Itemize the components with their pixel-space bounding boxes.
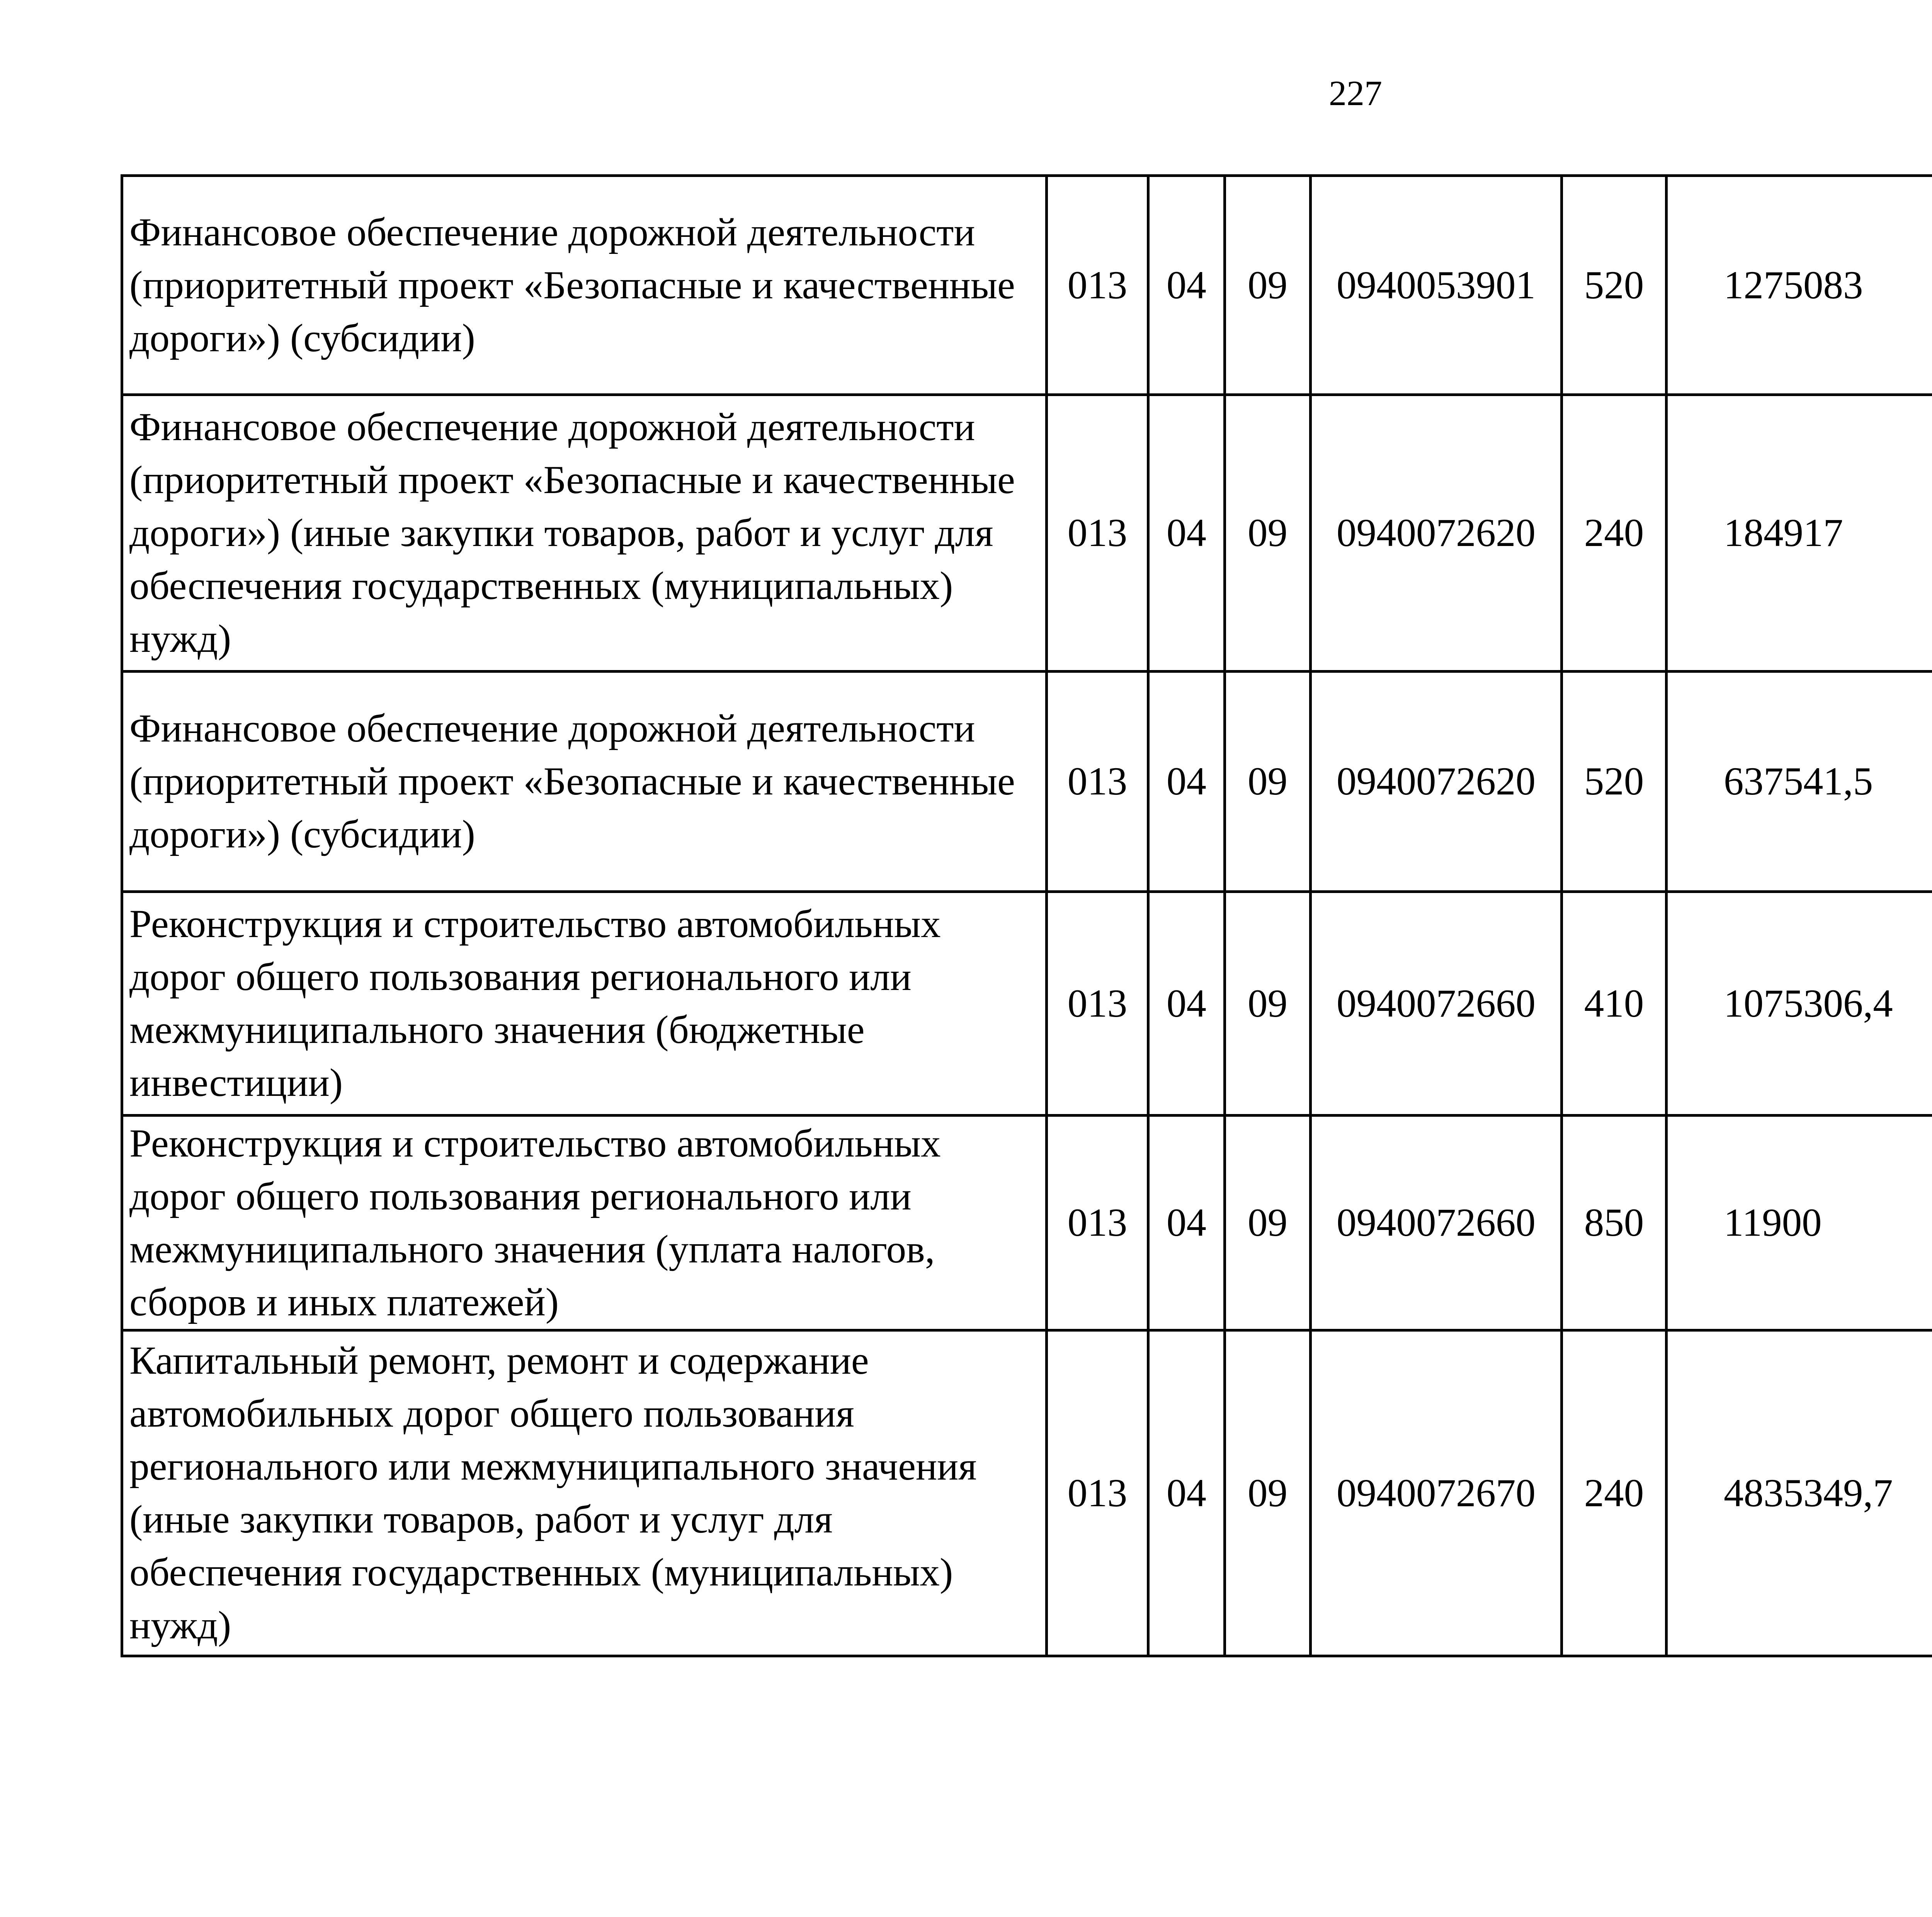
row-description: Финансовое обеспечение дорожной деятельности (приоритетный проект «Безопасные и качественные дороги») (субсидии) [122, 176, 1047, 395]
target-article-code: 0940072660 [1311, 1116, 1562, 1330]
expense-type-code: 410 [1562, 892, 1667, 1116]
amount-year-1: 1275083 [1667, 176, 1932, 395]
section-code: 04 [1148, 672, 1225, 892]
expense-type-code: 240 [1562, 395, 1667, 672]
target-article-code: 0940072670 [1311, 1330, 1562, 1656]
admin-code: 013 [1047, 1116, 1148, 1330]
row-description: Реконструкция и строительство автомобильных дорог общего пользования регионального или межмуниципального значения (бюджетные инвестиции) [122, 892, 1047, 1116]
section-code: 04 [1148, 892, 1225, 1116]
expense-type-code: 520 [1562, 672, 1667, 892]
subsection-code: 09 [1225, 1330, 1311, 1656]
row-description: Капитальный ремонт, ремонт и содержание автомобильных дорог общего пользования регионального или межмуниципального значения (иные закупки товаров, работ и услуг для обеспечения государственных (муниципальных) нужд) [122, 1330, 1047, 1656]
target-article-code: 0940072620 [1311, 672, 1562, 892]
expense-type-code: 240 [1562, 1330, 1667, 1656]
row-description: Финансовое обеспечение дорожной деятельности (приоритетный проект «Безопасные и качественные дороги») (иные закупки товаров, работ и услуг для обеспечения государственных (муниципальных) нужд) [122, 395, 1047, 672]
table-row [122, 672, 1932, 892]
admin-code: 013 [1047, 892, 1148, 1116]
subsection-code: 09 [1225, 1116, 1311, 1330]
expense-type-code: 850 [1562, 1116, 1667, 1330]
target-article-code: 0940072660 [1311, 892, 1562, 1116]
table-row [122, 395, 1932, 672]
amount-year-1: 11900 [1667, 1116, 1932, 1330]
table-row [122, 1330, 1932, 1656]
table-row [122, 176, 1932, 395]
section-code: 04 [1148, 1116, 1225, 1330]
admin-code: 013 [1047, 1330, 1148, 1656]
target-article-code: 0940072620 [1311, 395, 1562, 672]
section-code: 04 [1148, 1330, 1225, 1656]
admin-code: 013 [1047, 395, 1148, 672]
target-article-code: 0940053901 [1311, 176, 1562, 395]
amount-year-1: 184917 [1667, 395, 1932, 672]
amount-year-1: 4835349,7 [1667, 1330, 1932, 1656]
section-code: 04 [1148, 395, 1225, 672]
page-number: 227 [1329, 73, 1382, 113]
table-row [122, 1116, 1932, 1330]
admin-code: 013 [1047, 176, 1148, 395]
budget-table [121, 174, 1932, 1657]
subsection-code: 09 [1225, 892, 1311, 1116]
row-description: Финансовое обеспечение дорожной деятельности (приоритетный проект «Безопасные и качественные дороги») (субсидии) [122, 672, 1047, 892]
expense-type-code: 520 [1562, 176, 1667, 395]
amount-year-1: 1075306,4 [1667, 892, 1932, 1116]
subsection-code: 09 [1225, 395, 1311, 672]
admin-code: 013 [1047, 672, 1148, 892]
subsection-code: 09 [1225, 176, 1311, 395]
row-description: Реконструкция и строительство автомобильных дорог общего пользования регионального или межмуниципального значения (уплата налогов, сборов и иных платежей) [122, 1116, 1047, 1330]
amount-year-1: 637541,5 [1667, 672, 1932, 892]
subsection-code: 09 [1225, 672, 1311, 892]
section-code: 04 [1148, 176, 1225, 395]
table-row [122, 892, 1932, 1116]
